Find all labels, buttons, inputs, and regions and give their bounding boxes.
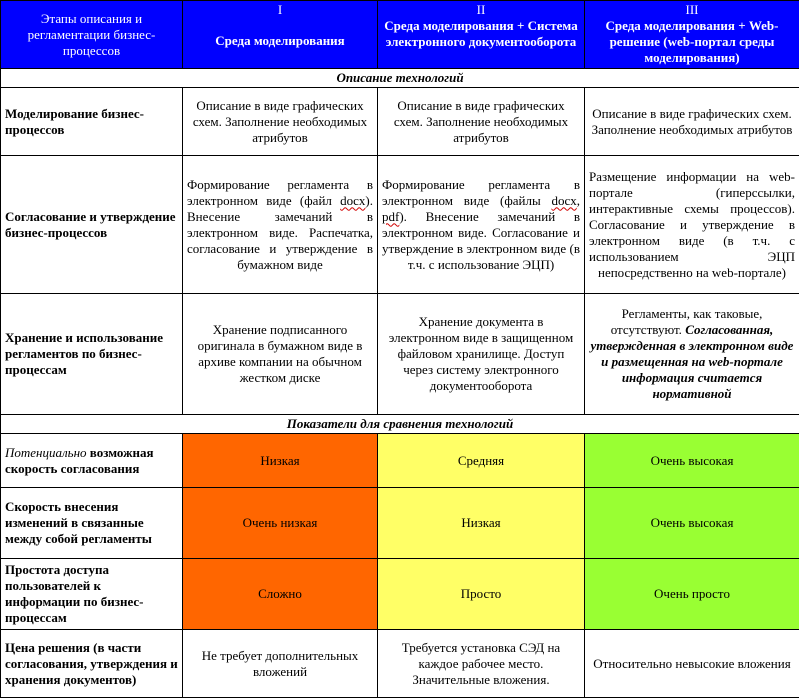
- value-speed-approval-1: Низкая: [183, 434, 378, 488]
- cell-approval-3-text: Размещение информации на web-портале (гиперссылки, интерактивные схемы процессов). Согласование и утверждение в электронном виде (в т.ч. с использованием ЭЦП непосредственно на web-портале): [589, 168, 795, 280]
- header-col-3-numeral: III: [685, 2, 699, 17]
- value-cost-3: Относительно невысокие вложения: [585, 630, 799, 698]
- cell-storage-3: [585, 294, 799, 415]
- section-title-description: Описание технологий: [1, 69, 799, 88]
- header-col-3: [585, 1, 799, 69]
- table-row-cost: [1, 630, 799, 698]
- row-label-speed-approval-italic: Потенциально: [5, 444, 87, 460]
- cell-approval-1: [183, 156, 378, 294]
- row-label-speed-approval-rest: возможная скорость согласования: [5, 444, 154, 476]
- value-speed-changes-3: Очень высокая: [585, 488, 799, 559]
- header-stages: Этапы описания и регламентации бизнес-процессов: [1, 1, 183, 69]
- section-title-indicators: Показатели для сравнения технологий: [1, 415, 799, 434]
- table-row-access: [1, 559, 799, 630]
- cell-approval-2-format-pdf: pdf: [382, 208, 400, 224]
- table-row-approval: [1, 156, 799, 294]
- header-col-1-numeral: I: [277, 2, 283, 17]
- row-label-storage: Хранение и использование регламентов по бизнес-процессам: [1, 294, 183, 415]
- header-row: [1, 1, 799, 69]
- cell-storage-2: Хранение документа в электронном виде в защищенном файловом хранилище. Доступ через систему электронного документооборота: [378, 294, 585, 415]
- cell-storage-1: Хранение подписанного оригинала в бумажном виде в архиве компании на обычном жестком диске: [183, 294, 378, 415]
- value-cost-1: Не требует дополнительных вложений: [183, 630, 378, 698]
- value-access-2: Просто: [378, 559, 585, 630]
- header-col-2-numeral: II: [476, 2, 486, 17]
- header-col-3-title: Среда моделирования + Web-решение (web-портал среды моделирования): [605, 18, 779, 65]
- value-access-3: Очень просто: [585, 559, 799, 630]
- row-label-modeling: Моделирование бизнес-процессов: [1, 88, 183, 156]
- cell-modeling-3: Описание в виде графических схем. Заполнение необходимых атрибутов: [585, 88, 799, 156]
- value-access-1: Сложно: [183, 559, 378, 630]
- header-col-2-title: Среда моделирования + Система электронного документооборота: [384, 18, 578, 49]
- cell-approval-2-pre: Формирование регламента в электронном виде (файлы: [382, 176, 580, 208]
- cell-approval-1-pre: Формирование регламента в электронном виде (файл: [187, 176, 373, 208]
- table-row-speed-changes: [1, 488, 799, 559]
- value-speed-changes-2: Низкая: [378, 488, 585, 559]
- cell-approval-2-mid: ,: [576, 192, 580, 208]
- header-col-2: [378, 1, 585, 69]
- cell-approval-1-post: ). Внесение замечаний в электронном виде. Распечатка, согласование и утверждение в бумажном виде: [187, 192, 373, 272]
- cell-approval-1-format: docx: [340, 192, 366, 208]
- row-label-cost: Цена решения (в части согласования, утверждения и хранения документов): [1, 630, 183, 698]
- section-row-indicators: [1, 415, 799, 434]
- row-label-speed-approval: [1, 434, 183, 488]
- cell-approval-2-post: ). Внесение замечаний в электронном виде. Согласование и утверждение в электронном виде (в т.ч. с использование ЭЦП): [382, 208, 580, 272]
- cell-approval-2-text: [382, 177, 580, 273]
- value-speed-approval-2: Средняя: [378, 434, 585, 488]
- cell-modeling-2: Описание в виде графических схем. Заполнение необходимых атрибутов: [378, 88, 585, 156]
- table-row-modeling: [1, 88, 799, 156]
- value-cost-2: Требуется установка СЭД на каждое рабочее место. Значительные вложения.: [378, 630, 585, 698]
- cell-storage-3-emphasis: Согласованная, утвержденная в электронном виде и размещенная на web-портале информация считается нормативной: [590, 322, 794, 401]
- row-label-speed-changes: Скорость внесения изменений в связанные между собой регламенты: [1, 488, 183, 559]
- section-row-description: [1, 69, 799, 88]
- cell-modeling-1: Описание в виде графических схем. Заполнение необходимых атрибутов: [183, 88, 378, 156]
- cell-approval-3: [585, 156, 799, 294]
- table-row-storage: [1, 294, 799, 415]
- value-speed-approval-3: Очень высокая: [585, 434, 799, 488]
- row-label-access: Простота доступа пользователей к информации по бизнес-процессам: [1, 559, 183, 630]
- table-row-speed-approval: [1, 434, 799, 488]
- header-col-1-title: Среда моделирования: [215, 33, 345, 48]
- header-col-1: [183, 1, 378, 69]
- value-speed-changes-1: Очень низкая: [183, 488, 378, 559]
- cell-storage-3-plain: Регламенты, как таковые, отсутствуют.: [610, 306, 763, 337]
- row-label-approval: Согласование и утверждение бизнес-процессов: [1, 156, 183, 294]
- cell-approval-1-text: [187, 177, 373, 273]
- cell-approval-2: [378, 156, 585, 294]
- cell-approval-2-format-docx: docx: [551, 192, 577, 208]
